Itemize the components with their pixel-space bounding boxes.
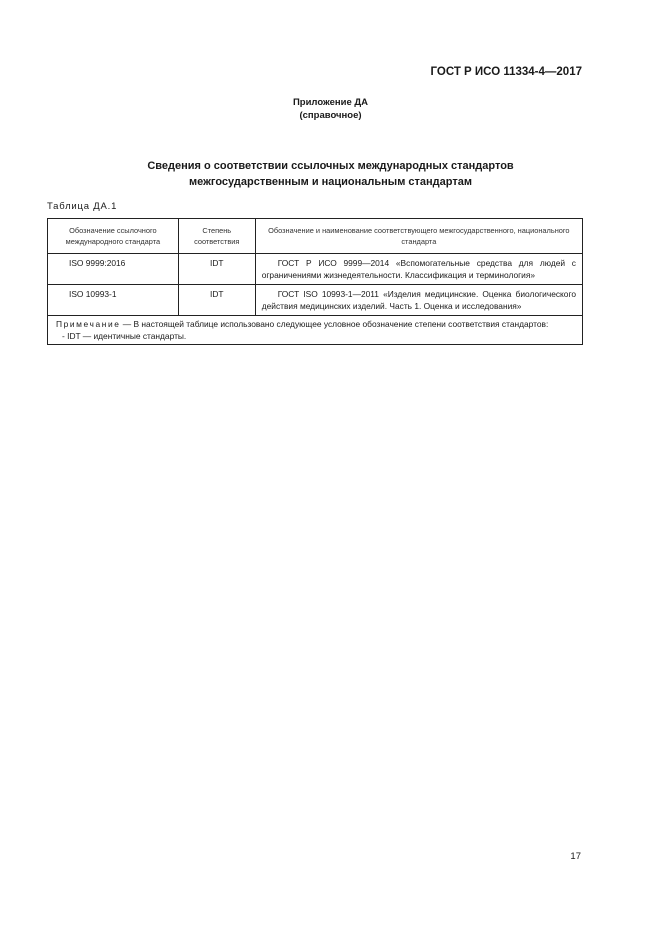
table-note-row	[48, 316, 583, 345]
section-title-line-1: Сведения о соответствии ссылочных международных стандартов	[147, 160, 514, 172]
header-degree-of-conformity: Степень соответствия	[178, 219, 255, 254]
note-label: Примечание	[56, 319, 121, 329]
annex-heading	[0, 96, 661, 122]
section-title	[0, 158, 661, 190]
cell-national-standard: ГОСТ ISO 10993-1—2011 «Изделия медицинские. Оценка биологического действия медицинских изделий. Часть 1. Оценка и исследования»	[255, 285, 582, 316]
annex-subtitle: (справочное)	[299, 110, 362, 121]
table-header-row	[48, 219, 583, 254]
table-row	[48, 285, 583, 316]
table-row	[48, 254, 583, 285]
note-item: - IDT — идентичные стандарты.	[62, 331, 187, 341]
header-national-standard: Обозначение и наименование соответствующего межгосударственного, национального стандарта	[255, 219, 582, 254]
cell-international-standard: ISO 9999:2016	[48, 254, 179, 285]
cell-international-standard: ISO 10993-1	[48, 285, 179, 316]
note-text	[56, 318, 576, 330]
annex-title: Приложение ДА	[292, 97, 369, 108]
section-title-line-2: межгосударственным и национальным стандартам	[189, 176, 472, 188]
correspondence-table	[47, 218, 583, 345]
cell-national-standard: ГОСТ Р ИСО 9999—2014 «Вспомогательные средства для людей с ограничениями жизнедеятельности. Классификация и терминология»	[255, 254, 582, 285]
page-number: 17	[570, 851, 581, 862]
table-note	[48, 316, 583, 345]
cell-degree: IDT	[178, 285, 255, 316]
header-international-standard: Обозначение ссылочного международного стандарта	[48, 219, 179, 254]
table-label: Таблица ДА.1	[47, 201, 118, 212]
cell-degree: IDT	[178, 254, 255, 285]
note-body: — В настоящей таблице использовано следующее условное обозначение степени соответствия стандартов:	[120, 319, 549, 329]
document-code: ГОСТ Р ИСО 11334-4—2017	[430, 66, 582, 78]
